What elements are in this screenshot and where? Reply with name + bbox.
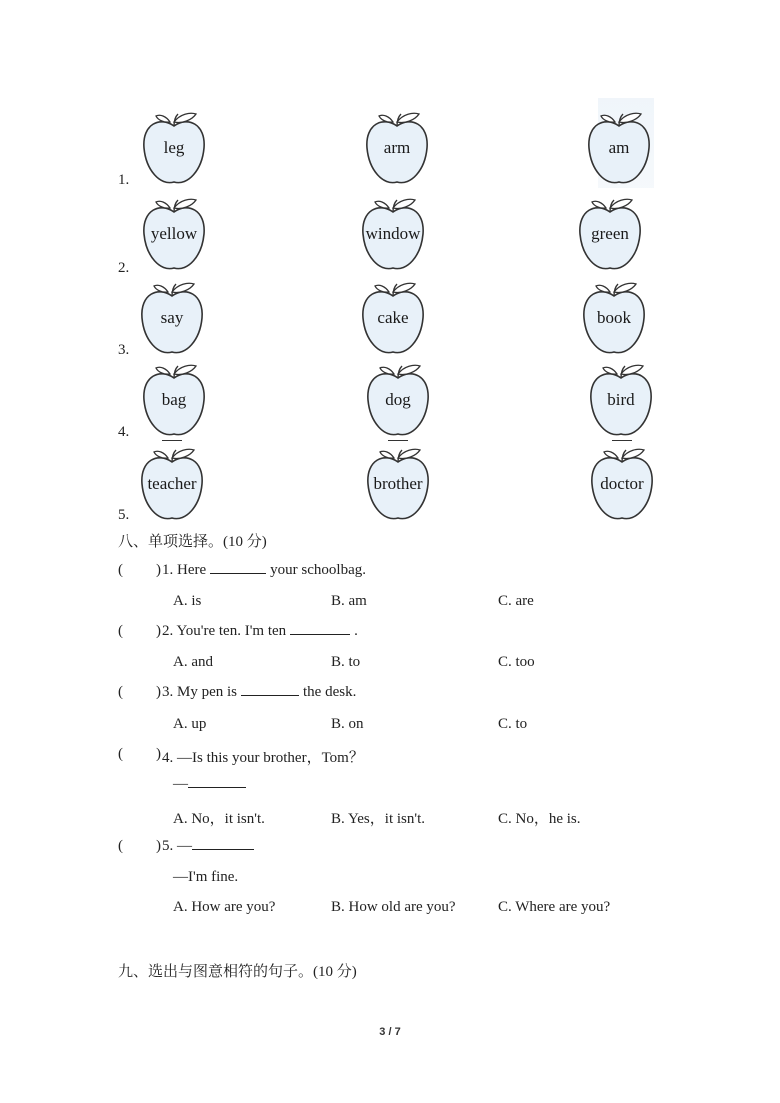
question-text-after: the desk. bbox=[303, 684, 357, 700]
row-number: 5. bbox=[118, 507, 130, 523]
answer-paren-close: ) bbox=[156, 746, 161, 762]
apple-card bbox=[138, 198, 210, 276]
apple-word: say bbox=[160, 308, 184, 327]
apple-card bbox=[362, 448, 434, 526]
apple-card bbox=[357, 282, 429, 360]
answer-paren-open[interactable]: ( bbox=[118, 623, 123, 639]
option-c[interactable]: C. Where are you? bbox=[498, 899, 611, 915]
answer-paren-open[interactable]: ( bbox=[118, 562, 123, 578]
answer-line bbox=[173, 776, 250, 793]
question-text: 3. My pen is bbox=[162, 684, 237, 700]
apple-word: green bbox=[591, 224, 629, 243]
answer-paren-open[interactable]: ( bbox=[118, 684, 123, 700]
option-a[interactable]: A. is bbox=[173, 593, 202, 609]
option-a[interactable]: A. No，it isn't. bbox=[173, 811, 265, 827]
answer-paren-open[interactable]: ( bbox=[118, 746, 123, 762]
apple-card bbox=[583, 112, 655, 190]
apple-word: arm bbox=[383, 138, 411, 157]
page-number: 3 / 7 bbox=[379, 1026, 401, 1038]
row-number: 1. bbox=[118, 172, 130, 188]
answer-blank[interactable] bbox=[188, 786, 246, 788]
option-b[interactable]: B. am bbox=[331, 593, 367, 609]
row-number: 4. bbox=[118, 424, 130, 440]
answer-blank[interactable] bbox=[210, 572, 266, 574]
apple-word: bag bbox=[161, 390, 187, 409]
dialogue-line: —I'm fine. bbox=[173, 869, 239, 885]
option-c[interactable]: C. are bbox=[498, 593, 534, 609]
question-text: 2. You're ten. I'm ten bbox=[162, 623, 287, 639]
option-b[interactable]: B. How old are you? bbox=[331, 899, 456, 915]
apple-word: leg bbox=[163, 138, 185, 157]
answer-paren-close: ) bbox=[156, 684, 161, 700]
apple-card bbox=[585, 364, 657, 442]
answer-blank[interactable] bbox=[192, 848, 254, 850]
option-b[interactable]: B. Yes，it isn't. bbox=[331, 811, 425, 827]
answer-blank[interactable] bbox=[290, 633, 350, 635]
row-number: 3. bbox=[118, 342, 130, 358]
apple-word: dog bbox=[385, 390, 411, 409]
apple-card bbox=[578, 282, 650, 360]
answer-paren-close: ) bbox=[156, 562, 161, 578]
option-c[interactable]: C. too bbox=[498, 654, 535, 670]
answer-paren-close: ) bbox=[156, 838, 161, 854]
section-9-title: 九、选出与图意相符的句子。(10 分) bbox=[118, 964, 357, 980]
option-a[interactable]: A. up bbox=[173, 716, 207, 732]
apple-word: bird bbox=[607, 390, 635, 409]
dialogue-dash: — bbox=[173, 776, 188, 792]
section-8-title: 八、单项选择。(10 分) bbox=[118, 534, 267, 550]
apple-card bbox=[136, 282, 208, 360]
apple-word: yellow bbox=[150, 224, 198, 243]
apple-card bbox=[136, 448, 208, 526]
apple-card bbox=[357, 198, 429, 276]
apple-word: am bbox=[608, 138, 630, 157]
apple-word: brother bbox=[373, 474, 423, 493]
option-b[interactable]: B. to bbox=[331, 654, 361, 670]
apple-word: doctor bbox=[600, 474, 644, 493]
row-number: 2. bbox=[118, 260, 130, 276]
question-text: 4. —Is this your brother，Tom？ bbox=[162, 750, 364, 766]
apple-card bbox=[574, 198, 646, 276]
question-text-after: . bbox=[354, 623, 358, 639]
option-c[interactable]: C. No，he is. bbox=[498, 811, 581, 827]
question-text: 5. — bbox=[162, 838, 192, 854]
apple-word: cake bbox=[377, 308, 409, 327]
apple-word: teacher bbox=[147, 474, 197, 493]
option-a[interactable]: A. How are you? bbox=[173, 899, 276, 915]
apple-card bbox=[362, 364, 434, 442]
apple-word: window bbox=[365, 224, 421, 243]
question-text: 1. Here bbox=[162, 562, 207, 578]
apple-card bbox=[138, 112, 210, 190]
option-c[interactable]: C. to bbox=[498, 716, 528, 732]
divider-dash bbox=[388, 440, 408, 441]
divider-dash bbox=[162, 440, 182, 441]
apple-card bbox=[138, 364, 210, 442]
option-b[interactable]: B. on bbox=[331, 716, 364, 732]
answer-paren-open[interactable]: ( bbox=[118, 838, 123, 854]
apple-word: book bbox=[597, 308, 631, 327]
question-text-after: your schoolbag. bbox=[270, 562, 366, 578]
divider-dash bbox=[612, 440, 632, 441]
answer-paren-close: ) bbox=[156, 623, 161, 639]
apple-card bbox=[586, 448, 658, 526]
option-a[interactable]: A. and bbox=[173, 654, 213, 670]
apple-card bbox=[361, 112, 433, 190]
answer-blank[interactable] bbox=[241, 694, 299, 696]
